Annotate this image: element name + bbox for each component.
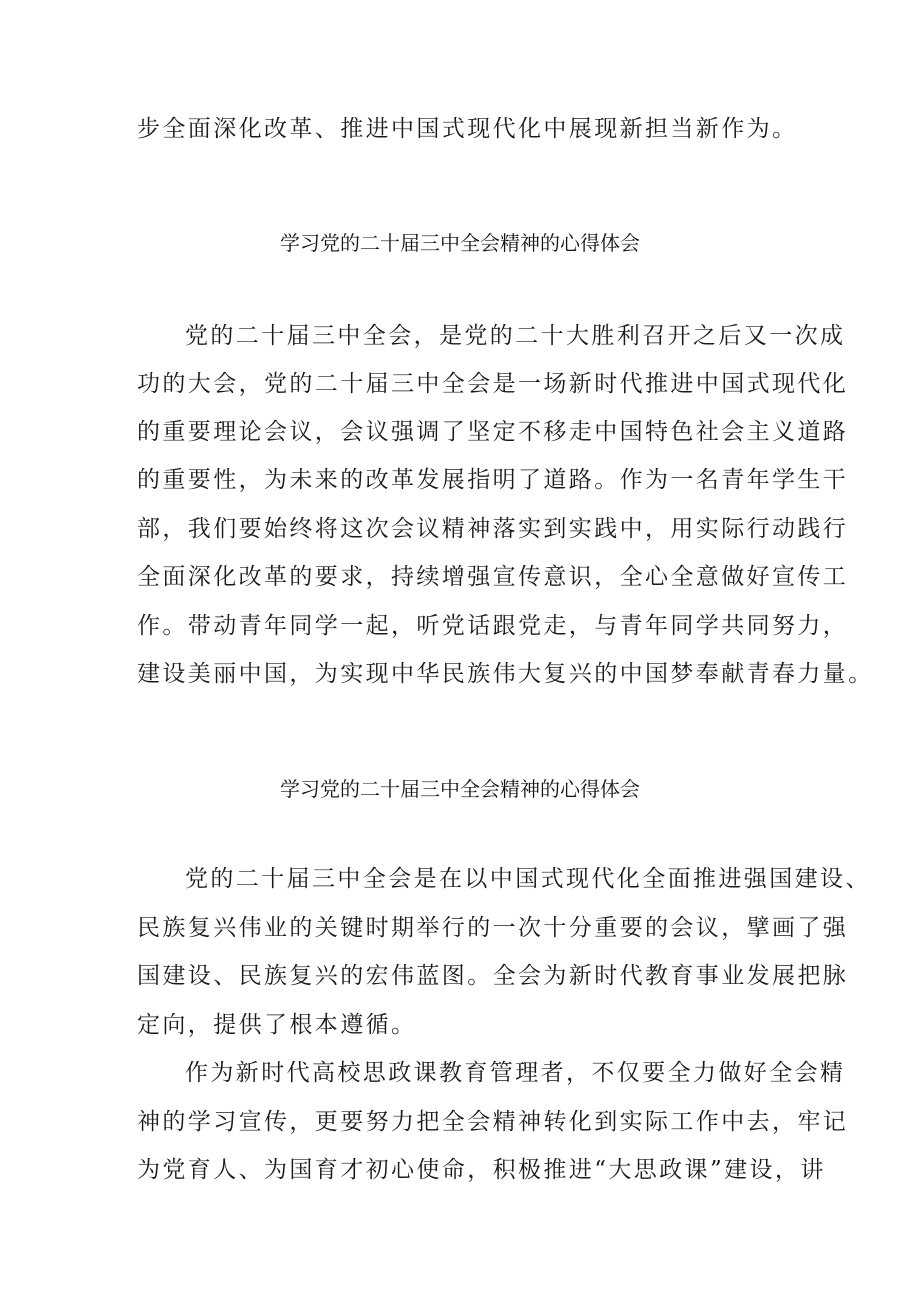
section-1-title: 学习党的二十届三中全会精神的心得体会 [280,231,640,255]
section-2-paragraph-2-line: 为党育人、为国育才初心使命，积极推进“大思政课”建设，讲 [137,1157,826,1183]
section-1-paragraph-1-line: 全面深化改革的要求，持续增强宣传意识，全心全意做好宣传工 [137,564,849,590]
section-2-paragraph-1-line: 民族复兴伟业的关键时期举行的一次十分重要的会议，擘画了强 [137,915,849,941]
section-2-paragraph-2-line: 神的学习宣传，更要努力把全会精神转化到实际工作中去，牢记 [137,1109,849,1135]
section-1-paragraph-1-line: 建设美丽中国，为实现中华民族伟大复兴的中国梦奉献青春力量。 [137,661,874,687]
section-2-paragraph-1-line: 党的二十届三中全会是在以中国式现代化全面推进强国建设、 [185,866,871,892]
section-1-paragraph-1-line: 作。带动青年同学一起，听党话跟党走，与青年同学共同努力， [137,613,849,639]
intro-line: 步全面深化改革、推进中国式现代化中展现新担当新作为。 [137,116,798,142]
section-1-paragraph-1-line: 部，我们要始终将这次会议精神落实到实践中，用实际行动践行 [137,516,849,542]
section-1-paragraph-1-line: 的重要理论会议，会议强调了坚定不移走中国特色社会主义道路 [137,419,849,445]
section-2-title: 学习党的二十届三中全会精神的心得体会 [280,777,640,801]
section-2-paragraph-2-line: 作为新时代高校思政课教育管理者，不仅要全力做好全会精 [185,1060,846,1086]
section-1-paragraph-1-line: 党的二十届三中全会，是党的二十大胜利召开之后又一次成 [185,323,846,349]
section-2-paragraph-1-line: 定向，提供了根本遵循。 [137,1012,417,1038]
section-1-paragraph-1-line: 功的大会，党的二十届三中全会是一场新时代推进中国式现代化 [137,371,849,397]
section-1-paragraph-1-line: 的重要性，为未来的改革发展指明了道路。作为一名青年学生干 [137,467,849,493]
section-2-paragraph-1-line: 国建设、民族复兴的宏伟蓝图。全会为新时代教育事业发展把脉 [137,963,849,989]
